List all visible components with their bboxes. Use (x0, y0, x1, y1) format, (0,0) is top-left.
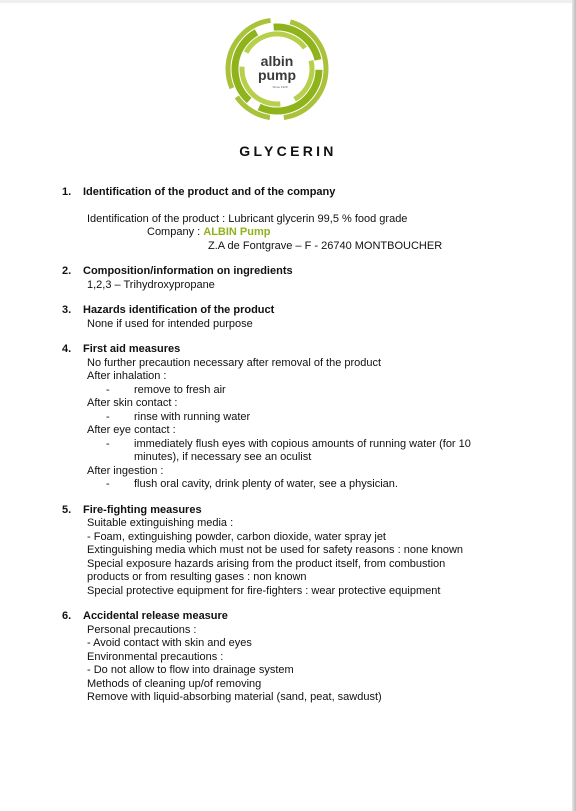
item-text: remove to fresh air (134, 383, 226, 396)
inhalation-label: After inhalation : (87, 370, 167, 382)
section-identification (62, 186, 502, 253)
ingestion-item (62, 478, 502, 492)
release-line-5: Methods of cleaning up/of removing (87, 677, 262, 690)
section-heading (62, 186, 502, 200)
logo-text-pump: pump (257, 67, 297, 83)
section-heading (62, 610, 502, 624)
first-aid-intro: No further precaution necessary after removal of the product (87, 356, 382, 369)
release-line-4: - Do not allow to flow into drainage system (87, 664, 294, 676)
inhalation-item (62, 384, 502, 398)
company-label: Company : (147, 226, 201, 238)
section-number: 2. (62, 265, 72, 277)
eye-contact-item (62, 438, 502, 452)
eye-contact-label: After eye contact : (87, 424, 176, 436)
item-text: immediately flush eyes with copious amounts of running water (for 10 (134, 437, 471, 450)
skin-contact-label: After skin contact : (87, 397, 178, 409)
page-right-edge (572, 0, 576, 811)
fire-line-2: - Foam, extinguishing powder, carbon dioxide, water spray jet (87, 530, 386, 543)
page-top-edge (0, 0, 576, 3)
release-line-6: Remove with liquid-absorbing material (sand, peat, sawdust) (87, 691, 382, 703)
fire-line-1: Suitable extinguishing media : (87, 517, 234, 529)
release-line-3: Environmental precautions : (87, 650, 224, 663)
section-number: 6. (62, 610, 72, 622)
fire-line-4: Special exposure hazards arising from the product itself, from combustion (87, 557, 446, 570)
section-first-aid (62, 343, 502, 492)
skin-contact-item (62, 411, 502, 425)
sections (62, 186, 502, 705)
section-title: Accidental release measure (83, 610, 228, 622)
hazards-line: None if used for intended purpose (87, 317, 253, 330)
item-text: flush oral cavity, drink plenty of water, see a physician. (134, 478, 398, 490)
section-number: 5. (62, 503, 72, 516)
dash-bullet: - (106, 437, 110, 450)
albin-pump-logo (224, 16, 330, 122)
fire-line-3: Extinguishing media which must not be used for safety reasons : none known (87, 544, 464, 556)
section-heading (62, 265, 502, 279)
company-name: ALBIN Pump (203, 226, 271, 238)
release-line-2: - Avoid contact with skin and eyes (87, 637, 252, 649)
ingestion-label: After ingestion : (87, 464, 164, 477)
section-hazards (62, 304, 502, 331)
release-line-1: Personal precautions : (87, 623, 197, 636)
composition-line: 1,2,3 – Trihydroxypropane (87, 278, 215, 291)
section-heading (62, 304, 502, 318)
section-title: Composition/information on ingredients (83, 265, 293, 277)
item-text: minutes), if necessary see an oculist (134, 451, 312, 463)
logo-tagline: Since 1928 (272, 85, 288, 89)
section-heading (62, 504, 502, 518)
fire-line-5: products or from resulting gases : non known (87, 571, 307, 583)
section-title: First aid measures (83, 343, 181, 355)
product-identification-line: Identification of the product : Lubricant glycerin 99,5 % food grade (87, 212, 408, 225)
company-address: Z.A de Fontgrave – F - 26740 MONTBOUCHER (208, 239, 443, 252)
section-heading (62, 343, 502, 357)
fire-line-6: Special protective equipment for fire-fighters : wear protective equipment (87, 584, 441, 597)
section-fire-fighting (62, 504, 502, 599)
logo-text-albin: albin (260, 53, 294, 69)
dash-bullet: - (106, 383, 110, 396)
section-composition (62, 265, 502, 292)
section-number: 4. (62, 343, 72, 355)
document-title: GLYCERIN (239, 143, 337, 159)
section-number: 1. (62, 186, 72, 198)
section-accidental-release (62, 610, 502, 705)
item-text: rinse with running water (134, 410, 251, 423)
section-title: Identification of the product and of the company (83, 186, 336, 198)
section-title: Hazards identification of the product (83, 304, 275, 316)
section-number: 3. (62, 304, 72, 316)
company-line (62, 226, 502, 240)
eye-contact-item-continued (62, 451, 502, 465)
dash-bullet: - (106, 410, 110, 423)
dash-bullet: - (106, 478, 110, 490)
section-title: Fire-fighting measures (83, 503, 202, 516)
